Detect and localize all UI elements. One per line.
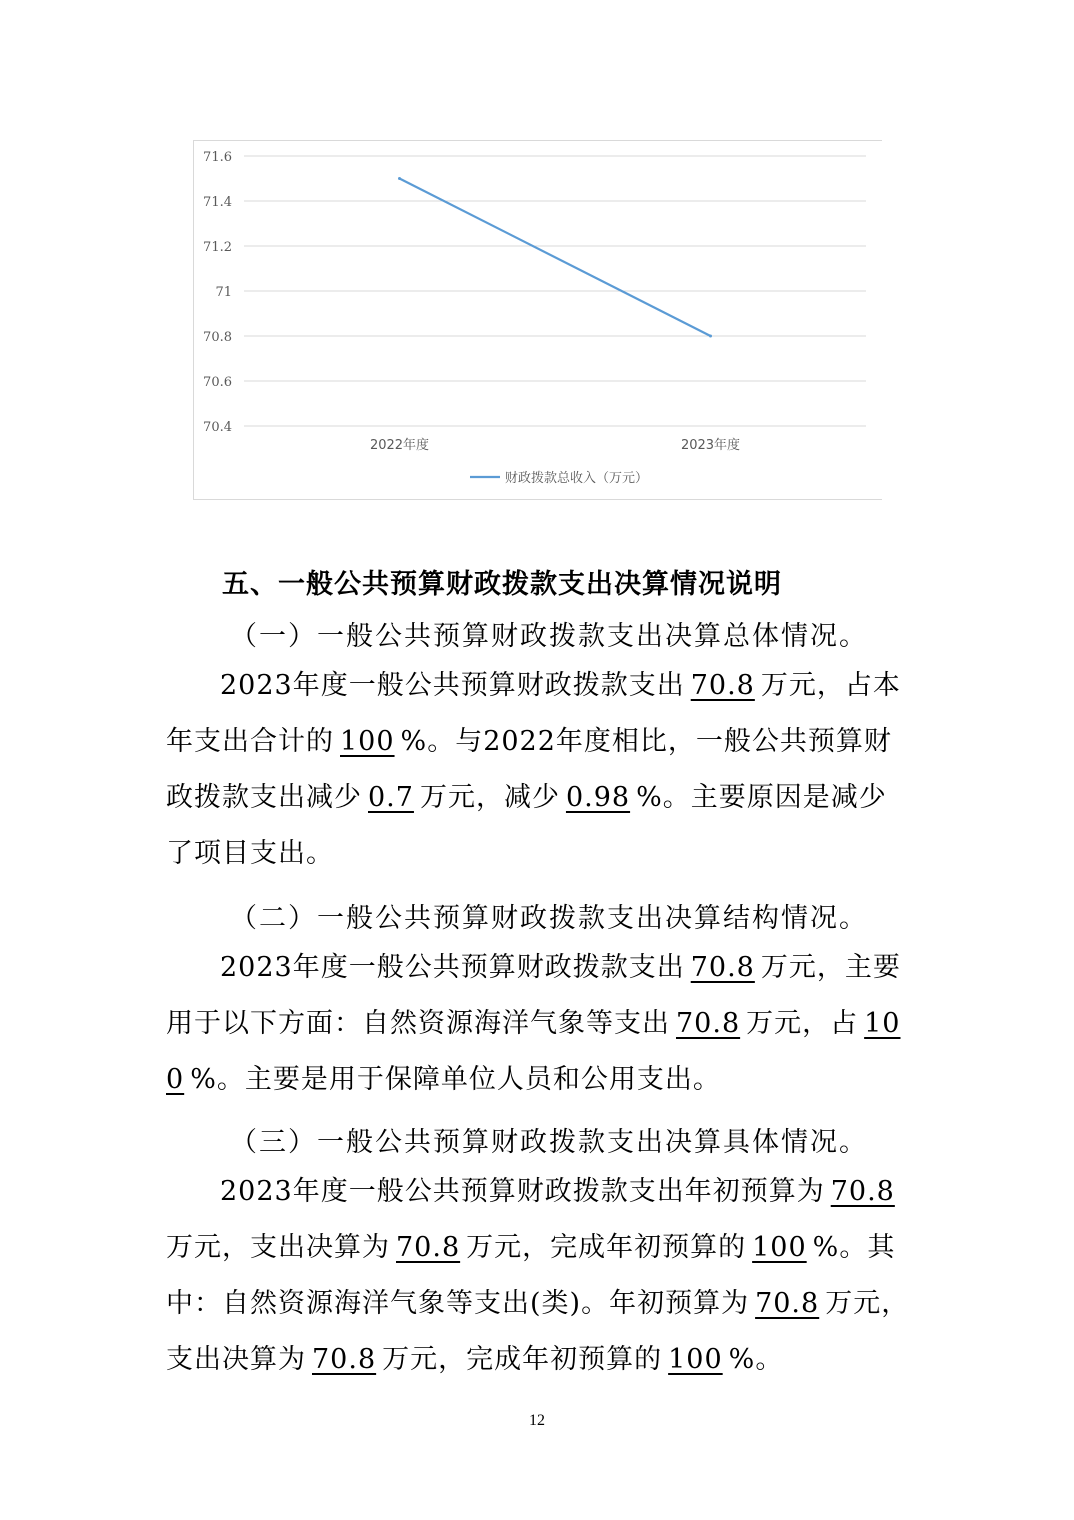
final-account-value: 70.8 [396,1232,461,1263]
chart-svg [194,141,882,499]
y-tick-label: 71.2 [203,240,232,255]
percent-value: 100 [166,1008,901,1095]
category-amount-value: 70.8 [676,1008,741,1039]
y-tick-label: 71 [215,285,232,300]
line-chart [193,140,882,500]
y-tick-label: 70.4 [203,420,232,435]
category-initial-budget-value: 70.8 [755,1288,820,1319]
data-point [709,335,712,338]
y-tick-label: 70.6 [203,375,232,390]
y-tick-label: 70.8 [203,330,232,345]
percent-value: 100 [340,726,395,757]
subheading-overall: （一）一般公共预算财政拨款支出决算总体情况。 [230,621,868,652]
page-number: 12 [529,1412,545,1429]
initial-budget-value: 70.8 [830,1176,895,1207]
paragraph-overall: 2023年度一般公共预算财政拨款支出 70.8 万元，占本年支出合计的 100 %。与2022年度相比，一般公共预算财政拨款支出减少 0.7 万元，减少 0.98 %。主要原因是减少了项目支出。 [166,670,901,869]
series-line [400,179,711,337]
category-final-account-value: 70.8 [312,1344,377,1375]
x-tick-label: 2022年度 [369,438,430,453]
section-title: 五、一般公共预算财政拨款支出决算情况说明 [222,569,782,600]
amount-value: 70.8 [690,670,755,701]
decrease-amount-value: 0.7 [368,782,414,813]
decrease-percent-value: 0.98 [565,782,631,813]
legend-label: 财政拨款总收入（万元） [505,471,649,486]
subheading-details: （三）一般公共预算财政拨款支出决算具体情况。 [230,1127,868,1158]
amount-value: 70.8 [690,952,755,983]
data-point [398,177,401,180]
subheading-structure: （二）一般公共预算财政拨款支出决算结构情况。 [230,903,868,934]
y-tick-label: 71.6 [203,150,232,165]
y-tick-label: 71.4 [203,195,232,210]
paragraph-structure: 2023年度一般公共预算财政拨款支出 70.8 万元，主要用于以下方面：自然资源海洋气象等支出 70.8 万元，占 100 %。主要是用于保障单位人员和公用支出。 [166,952,901,1095]
x-tick-label: 2023年度 [680,438,741,453]
completion-percent-value: 100 [752,1232,807,1263]
paragraph-details: 2023年度一般公共预算财政拨款支出年初预算为 70.8万元，支出决算为 70.8 万元，完成年初预算的 100 %。其中：自然资源海洋气象等支出(类)。年初预算为 70.8 万元，支出决算为 70.8 万元，完成年初预算的 100 %。 [166,1176,910,1375]
category-completion-percent-value: 100 [668,1344,723,1375]
